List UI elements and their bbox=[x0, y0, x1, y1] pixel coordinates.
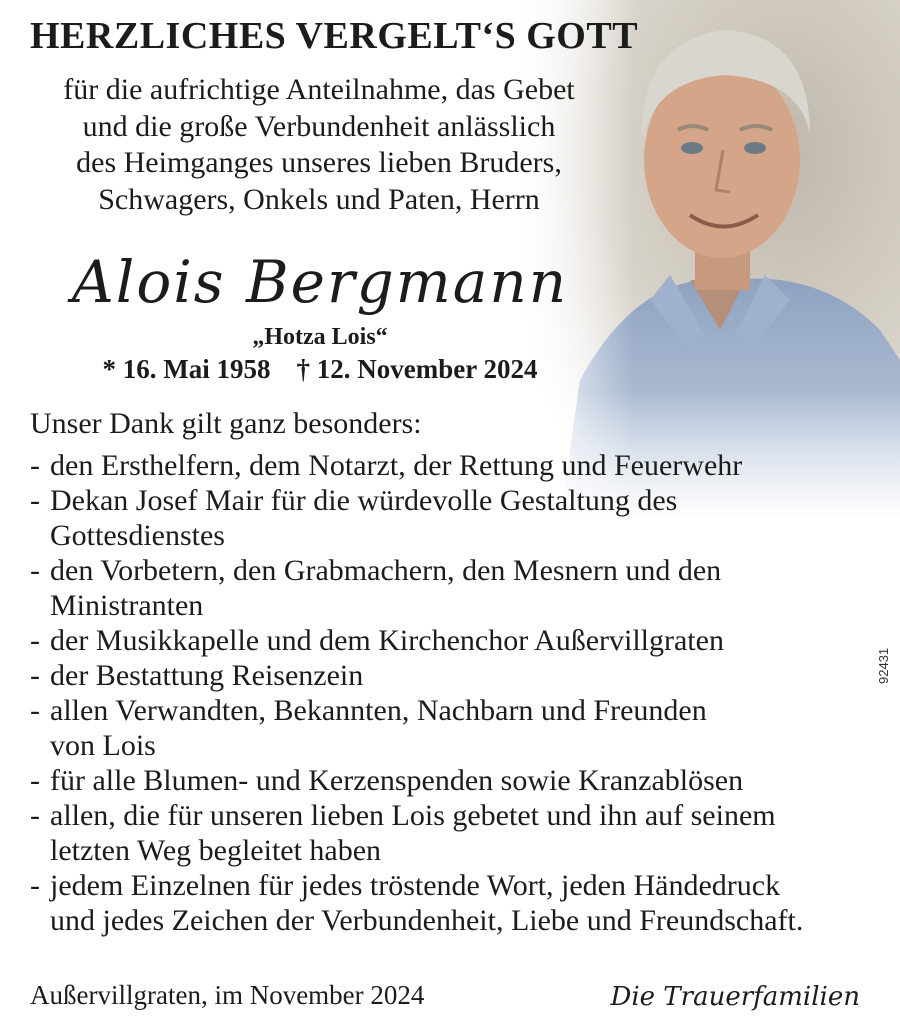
thanks-item-line: der Bestattung Reisenzein bbox=[50, 659, 364, 692]
intro-line: und die große Verbundenheit anlässlich bbox=[82, 109, 556, 143]
thanks-item bbox=[30, 693, 803, 763]
thanks-item bbox=[30, 623, 803, 658]
footer-place-date: Außervillgraten, im November 2024 bbox=[30, 980, 425, 1010]
thanks-item bbox=[30, 763, 803, 798]
thanks-item bbox=[30, 448, 803, 483]
birth-date: * 16. Mai 1958 bbox=[102, 354, 271, 384]
thanks-item-line: Gottesdienstes bbox=[50, 519, 225, 552]
thanks-item bbox=[30, 798, 803, 868]
bullet-dash: - bbox=[30, 449, 40, 482]
thanks-item bbox=[30, 658, 803, 693]
thanks-item-line: der Musikkapelle und dem Kirchenchor Außervillgraten bbox=[50, 624, 724, 657]
heading-title: HERZLICHES VERGELT‘S GOTT bbox=[30, 15, 639, 57]
thanks-item-line: Dekan Josef Mair für die würdevolle Gestaltung des bbox=[50, 484, 678, 517]
intro-line: des Heimganges unseres lieben Bruders, bbox=[76, 146, 562, 179]
bullet-dash: - bbox=[30, 624, 40, 657]
thanks-item-line: von Lois bbox=[50, 729, 156, 762]
bullet-dash: - bbox=[30, 799, 40, 832]
thanks-intro: Unser Dank gilt ganz besonders: bbox=[30, 407, 422, 440]
thanks-item-line: jedem Einzelnen für jedes tröstende Wort, jeden Händedruck bbox=[50, 869, 781, 902]
bullet-dash: - bbox=[30, 694, 40, 727]
intro-line: für die aufrichtige Anteilnahme, das Gebet bbox=[63, 73, 575, 106]
bullet-dash: - bbox=[30, 484, 40, 517]
thanks-item bbox=[30, 868, 803, 938]
thanks-list bbox=[30, 448, 803, 938]
bullet-dash: - bbox=[30, 554, 40, 587]
intro-line: Schwagers, Onkels und Paten, Herrn bbox=[98, 182, 540, 216]
bullet-dash: - bbox=[30, 869, 40, 902]
thanks-item bbox=[30, 483, 803, 553]
life-dates bbox=[30, 354, 610, 385]
deceased-nickname: „Hotza Lois“ bbox=[252, 324, 388, 350]
bullet-dash: - bbox=[30, 659, 40, 692]
bullet-dash: - bbox=[30, 764, 40, 797]
thanks-item-line: Ministranten bbox=[50, 589, 204, 622]
intro-text bbox=[28, 72, 610, 218]
thanks-item-line: allen, die für unseren lieben Lois gebetet und ihn auf seinem bbox=[50, 799, 776, 832]
deceased-name: Alois Bergmann bbox=[71, 248, 569, 316]
thanks-item-line: den Vorbetern, den Grabmachern, den Mesnern und den bbox=[50, 554, 722, 587]
ad-code: 92431 bbox=[876, 647, 891, 684]
footer-signature: Die Trauerfamilien bbox=[610, 982, 860, 1012]
thanks-item bbox=[30, 553, 803, 623]
thanks-item-line: letzten Weg begleitet haben bbox=[50, 834, 382, 867]
thanks-item-line: den Ersthelfern, dem Notarzt, der Rettung und Feuerwehr bbox=[50, 449, 743, 482]
thanks-item-line: für alle Blumen- und Kerzenspenden sowie Kranzablösen bbox=[50, 764, 744, 797]
thanks-item-line: allen Verwandten, Bekannten, Nachbarn und Freunden bbox=[50, 694, 707, 727]
thanks-item-line: und jedes Zeichen der Verbundenheit, Liebe und Freundschaft. bbox=[50, 904, 804, 937]
death-date: † 12. November 2024 bbox=[296, 354, 538, 384]
